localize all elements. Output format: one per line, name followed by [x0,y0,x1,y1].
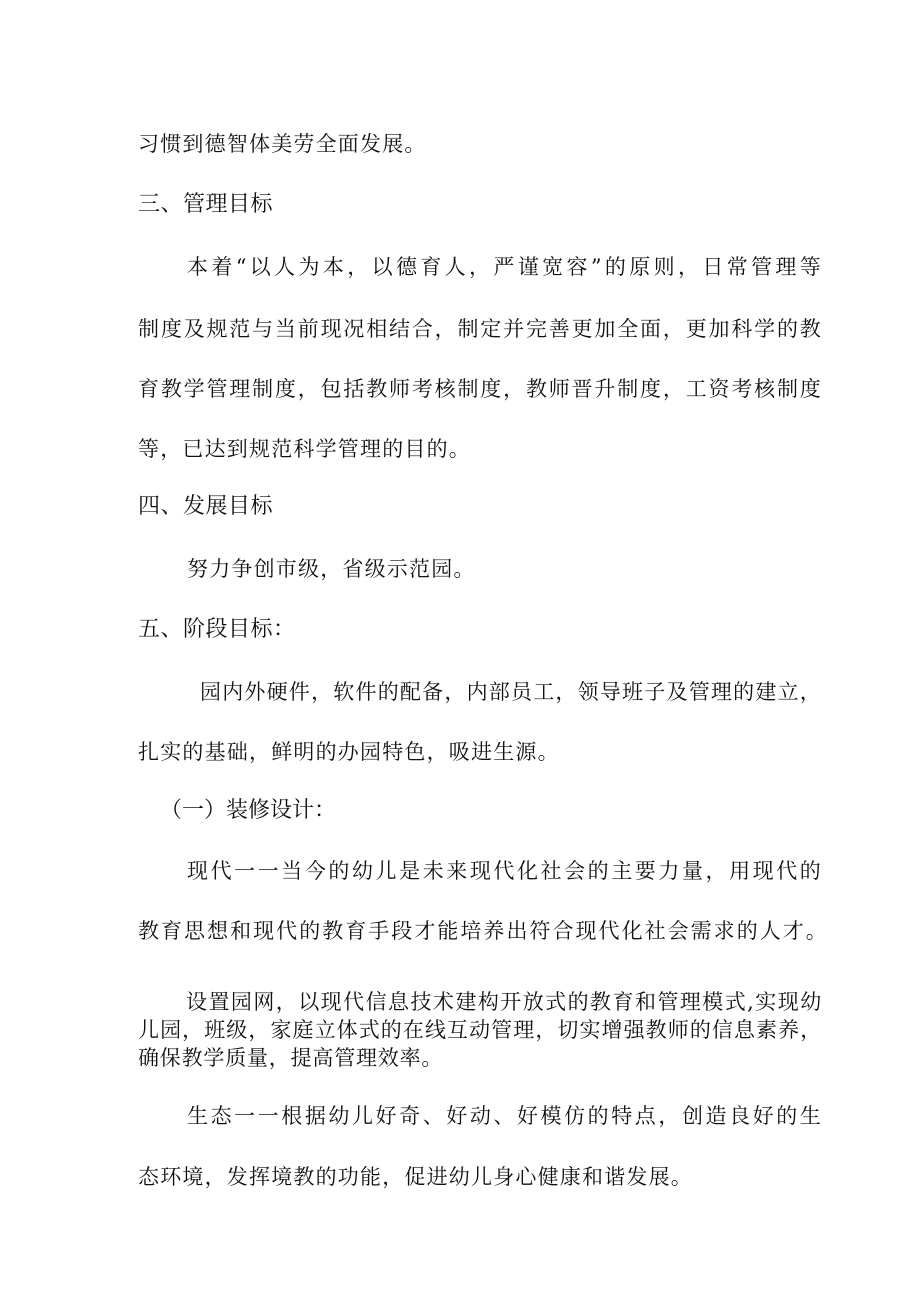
paragraph-line: 教育思想和现代的教育手段才能培养出符合现代化社会需求的人才。 [138,919,828,943]
paragraph-line: 园内外硬件，软件的配备，内部员工，领导班子及管理的建立， [200,680,822,704]
paragraph-line: 育教学管理制度，包括教师考核制度，教师晋升制度，工资考核制度 [138,377,822,401]
paragraph-line: 制度及规范与当前现况相结合，制定并完善更加全面，更加科学的教 [138,317,822,341]
paragraph-line: 等，已达到规范科学管理的目的。 [138,437,471,461]
section-heading-management: 三、管理目标 [138,192,274,217]
paragraph-line: 努力争创市级，省级示范园。 [187,557,476,581]
paragraph-line: 生态一一根据幼儿好奇、好动、好模仿的特点，创造良好的生 [187,1104,822,1128]
paragraph-block [138,988,822,1072]
paragraph-line: 习惯到德智体美劳全面发展。 [138,132,427,156]
paragraph-line: 本着“以人为本，以德育人，严谨宽容”的原则，日常管理等 [187,255,822,279]
paragraph-line: 现代一一当今的幼儿是未来现代化社会的主要力量，用现代的 [187,859,822,883]
paragraph-text: 设置园网，以现代信息技术建构开放式的教育和管理模式,实现幼儿园，班级，家庭立体式的在线互动管理，切实增强教师的信息素养，确保教学质量，提高管理效率。 [138,990,822,1070]
section-heading-development: 四、发展目标 [138,494,274,519]
section-heading-stage: 五、阶段目标： [138,617,296,642]
paragraph-line: 态环境，发挥境教的功能，促进幼儿身心健康和谐发展。 [138,1165,693,1189]
paragraph-line: 扎实的基础，鲜明的办园特色，吸进生源。 [138,740,560,764]
subsection-heading-renovation: （一）装修设计： [160,798,337,823]
